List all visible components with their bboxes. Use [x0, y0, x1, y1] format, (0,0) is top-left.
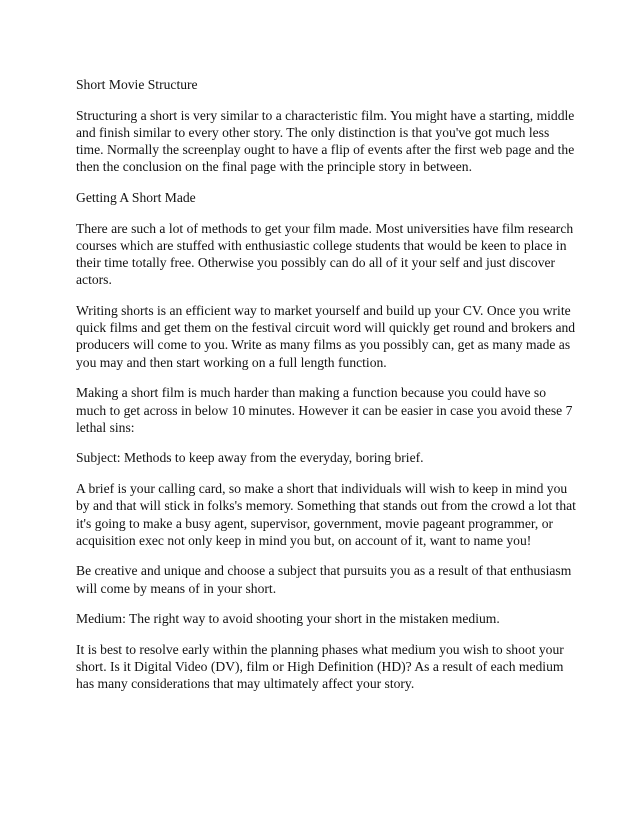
paragraph-structuring: Structuring a short is very similar to a characteristic film. You might have a starting, middle and finish similar to every other story. The only distinction is that you've got much less time. Normally the screenplay ought to have a flip of events after the first web page and the then the conclusion on the final page with the principle story in between.	[76, 107, 575, 175]
paragraph-methods: There are such a lot of methods to get your film made. Most universities have film research courses which are stuffed with enthusiastic college students that would be keen to place in their time totally free. Otherwise you possibly can do all of it your self and just discover actors.	[76, 220, 574, 288]
section-heading-getting-a-short-made: Getting A Short Made	[76, 190, 196, 206]
section-heading-subject: Subject: Methods to keep away from the everyday, boring brief.	[76, 450, 424, 466]
section-heading-short-movie-structure: Short Movie Structure	[76, 77, 198, 92]
paragraph-making-short-film: Making a short film is much harder than making a function because you could have so much to get across in below 10 minutes. However it can be easier in case you avoid these 7 lethal sins:	[76, 385, 573, 435]
paragraph-writing-shorts: Writing shorts is an efficient way to market yourself and build up your CV. Once you write quick films and get them on the festival circuit word will quickly get round and brokers and producers will come to you. Write as many films as you possibly can, get as many made as you may and then start working on a full length function.	[76, 303, 576, 370]
paragraph-calling-card: A brief is your calling card, so make a short that individuals will wish to keep in mind you by and that will stick in folks's memory. Something that stands out from the crowd a lot that it's going to make a busy agent, supervisor, government, movie pageant programmer, or acquisition exec not only keep in mind you but, on account of it, want to name you!	[76, 481, 576, 548]
paragraph-medium-choice: It is best to resolve early within the planning phases what medium you wish to shoot your short. Is it Digital Video (DV), film or High Definition (HD)? As a result of each medium has many considerations that may ultimately affect your story.	[76, 642, 564, 692]
section-heading-medium: Medium: The right way to avoid shooting your short in the mistaken medium.	[76, 611, 500, 627]
paragraph-be-creative: Be creative and unique and choose a subject that pursuits you as a result of that enthusiasm will come by means of in your short.	[76, 563, 572, 596]
